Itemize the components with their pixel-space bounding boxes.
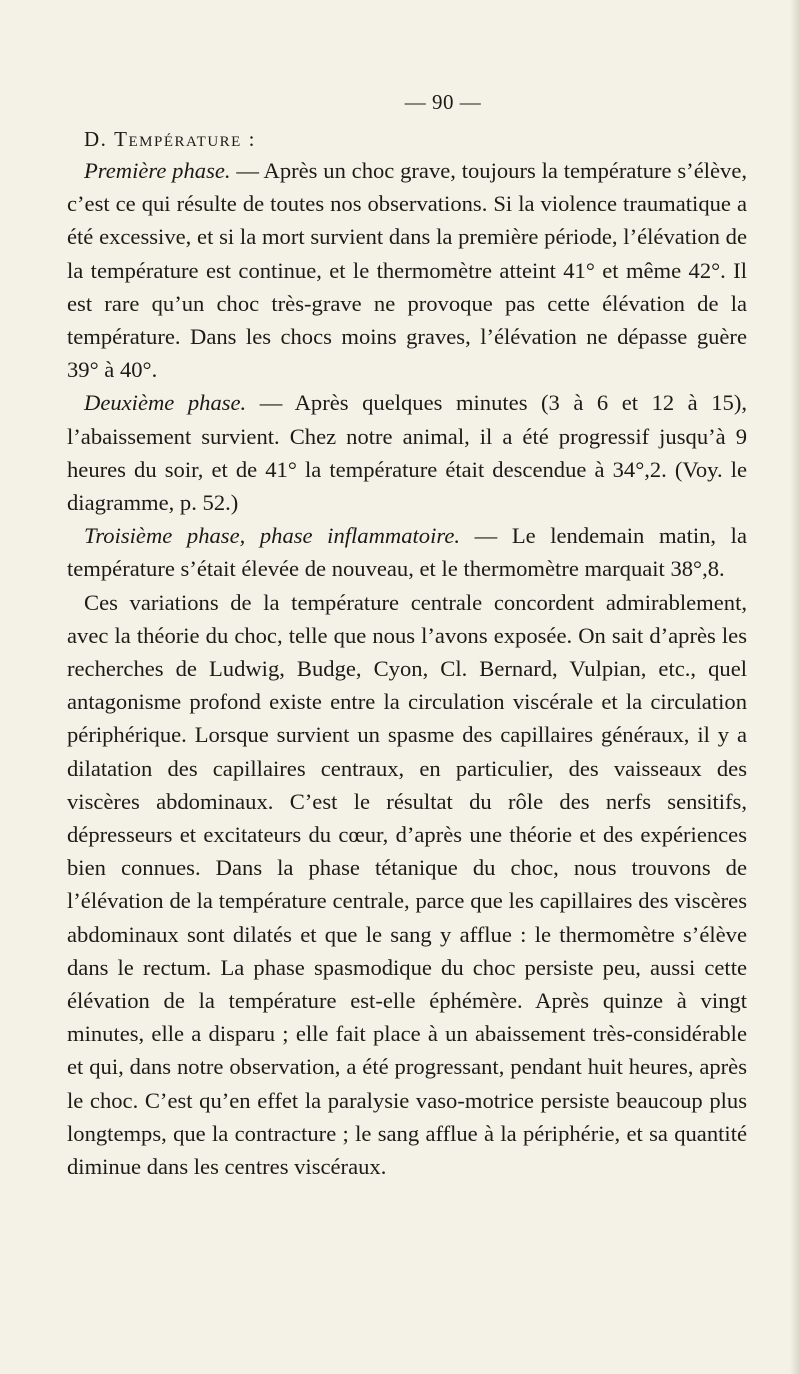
- paragraph-troisieme-phase: [67, 519, 747, 585]
- section-title: Température :: [114, 127, 256, 151]
- page-number: — 90 —: [404, 90, 482, 114]
- section-heading: [84, 124, 747, 154]
- section-letter: D.: [84, 127, 108, 151]
- page-edge-shadow: [790, 0, 800, 1374]
- paragraph-text: — Le lendemain matin, la température s’était élevée de nouveau, et le thermomètre marquait 38°,8.: [67, 523, 747, 582]
- phase-label-troisieme: Troisième phase, phase inflammatoire.: [84, 523, 461, 549]
- paragraph-text: — Après quelques minutes (3 à 6 et 12 à 15), l’abaissement survient. Chez notre animal, il a été progressif jusqu’à 9 heures du soir, et de 41° la température était descendue à 34°,2. (Voy. le diagramme, p. 52.): [67, 390, 748, 516]
- phase-label-deuxieme: Deuxième phase.: [84, 390, 247, 416]
- paragraph-text: — Après un choc grave, toujours la température s’élève, c’est ce qui résulte de toutes nos observations. Si la violence traumatique a été excessive, et si la mort survient dans la première période, l’élévation de la température est continue, et le thermomètre atteint 41° et même 42°. Il est rare qu’un choc très-grave ne provoque pas cette élévation de la température. Dans les chocs moins graves, l’élévation ne dépasse guère 39° à 40°.: [67, 158, 748, 383]
- paragraph-discussion: Ces variations de la température centrale concordent admirablement, avec la théorie du choc, telle que nous l’avons exposée. On sait d’après les recherches de Ludwig, Budge, Cyon, Cl. Bernard, Vulpian, etc., quel antagonisme profond existe entre la circulation viscérale et la circulation périphérique. Lorsque survient un spasme des capillaires généraux, il y a dilatation des capillaires centraux, en particulier, des vaisseaux des viscères abdominaux. C’est le résultat du rôle des nerfs sensitifs, dépresseurs et excitateurs du cœur, d’après une théorie et des expériences bien connues. Dans la phase tétanique du choc, nous trouvons de l’élévation de la température centrale, parce que les capillaires des viscères abdominaux sont dilatés et que le sang y afflue : le thermomètre s’élève dans le rectum. La phase spasmodique du choc persiste peu, aussi cette élévation de la température est-elle éphémère. Après quinze à vingt minutes, elle a disparu ; elle fait place à un abaissement très-considérable et qui, dans notre observation, a été progressant, pendant huit heures, après le choc. C’est qu’en effet la paralysie vaso-motrice persiste beaucoup plus longtemps, que la contracture ; le sang afflue à la périphérie, et sa quantité diminue dans les centres viscéraux.: [67, 589, 747, 1180]
- paragraph-deuxieme-phase: [67, 386, 747, 519]
- phase-label-premiere: Première phase.: [84, 158, 231, 183]
- page-content: [67, 88, 747, 1183]
- paragraph-premiere-phase: [67, 154, 747, 386]
